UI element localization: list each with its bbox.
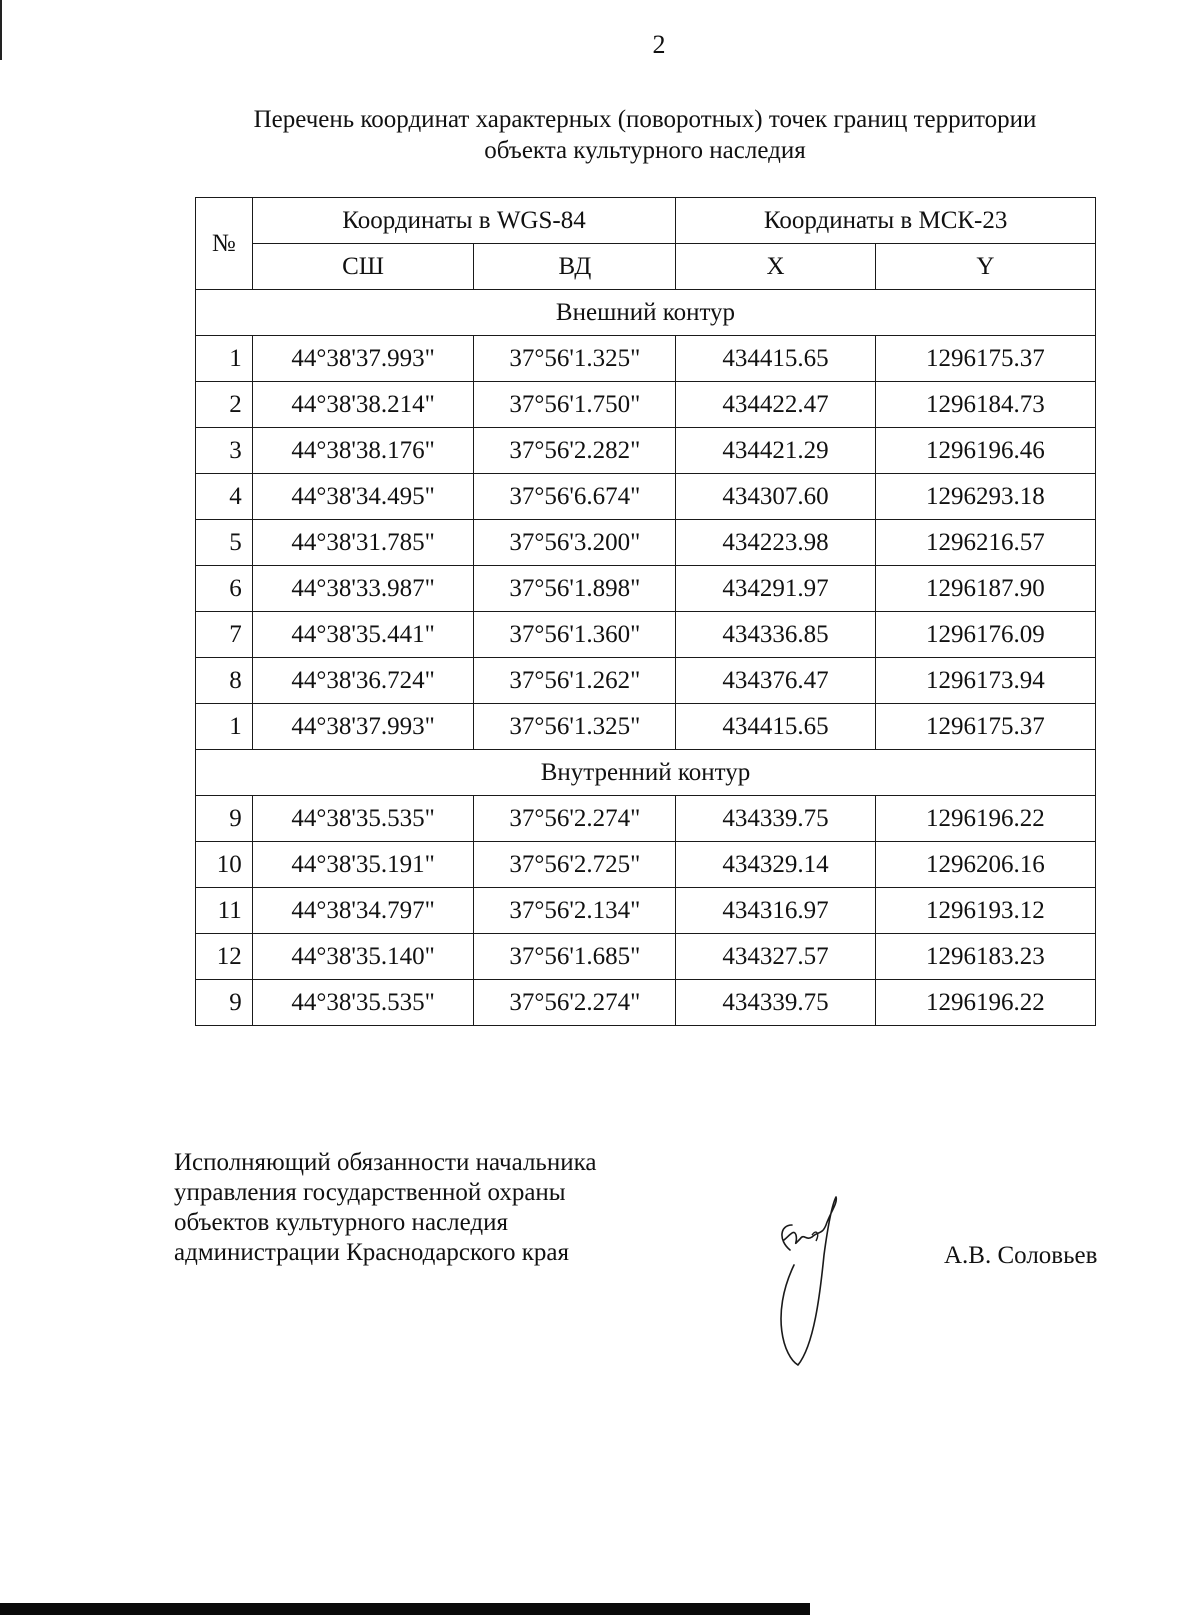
lon-cell: 37°56'3.200" <box>474 520 676 566</box>
page-number: 2 <box>652 30 666 59</box>
table-row <box>196 428 1096 474</box>
section-label: Внутренний контур <box>196 750 1096 796</box>
table-body <box>196 290 1096 1026</box>
x-cell: 434339.75 <box>676 980 875 1026</box>
x-cell: 434223.98 <box>676 520 875 566</box>
x-cell: 434422.47 <box>676 382 875 428</box>
lat-cell: 44°38'34.797" <box>252 888 474 934</box>
x-cell: 434336.85 <box>676 612 875 658</box>
y-cell: 1296187.90 <box>875 566 1095 612</box>
lon-cell: 37°56'2.274" <box>474 796 676 842</box>
y-cell: 1296173.94 <box>875 658 1095 704</box>
header-wgs-group: Координаты в WGS-84 <box>252 198 676 244</box>
x-cell: 434339.75 <box>676 796 875 842</box>
table-header-row-columns <box>196 244 1096 290</box>
x-cell: 434421.29 <box>676 428 875 474</box>
lat-cell: 44°38'33.987" <box>252 566 474 612</box>
header-lat: СШ <box>252 244 474 290</box>
lat-cell: 44°38'35.191" <box>252 842 474 888</box>
table-row <box>196 382 1096 428</box>
x-cell: 434316.97 <box>676 888 875 934</box>
table-row <box>196 796 1096 842</box>
document-title-line-2: объекта культурного наследия <box>484 137 806 164</box>
y-cell: 1296196.46 <box>875 428 1095 474</box>
header-x: X <box>676 244 875 290</box>
signature-position <box>174 1148 596 1268</box>
lon-cell: 37°56'1.360" <box>474 612 676 658</box>
x-cell: 434376.47 <box>676 658 875 704</box>
lat-cell: 44°38'38.214" <box>252 382 474 428</box>
point-number-cell: 6 <box>196 566 253 612</box>
point-number-cell: 2 <box>196 382 253 428</box>
lon-cell: 37°56'1.325" <box>474 336 676 382</box>
signature-position-line-2: управления государственной охраны <box>174 1179 566 1206</box>
header-y: Y <box>875 244 1095 290</box>
x-cell: 434291.97 <box>676 566 875 612</box>
signature-position-line-1: Исполняющий обязанности начальника <box>174 1149 597 1176</box>
y-cell: 1296176.09 <box>875 612 1095 658</box>
y-cell: 1296206.16 <box>875 842 1095 888</box>
y-cell: 1296175.37 <box>875 704 1095 750</box>
lat-cell: 44°38'34.495" <box>252 474 474 520</box>
table-row <box>196 888 1096 934</box>
lon-cell: 37°56'1.898" <box>474 566 676 612</box>
y-cell: 1296196.22 <box>875 796 1095 842</box>
table-row <box>196 658 1096 704</box>
point-number-cell: 10 <box>196 842 253 888</box>
lon-cell: 37°56'1.262" <box>474 658 676 704</box>
lon-cell: 37°56'6.674" <box>474 474 676 520</box>
point-number-cell: 9 <box>196 796 253 842</box>
coordinates-table <box>195 197 1096 1026</box>
y-cell: 1296175.37 <box>875 336 1095 382</box>
point-number-cell: 11 <box>196 888 253 934</box>
lat-cell: 44°38'35.535" <box>252 980 474 1026</box>
lat-cell: 44°38'38.176" <box>252 428 474 474</box>
handwritten-signature <box>770 1195 870 1375</box>
y-cell: 1296184.73 <box>875 382 1095 428</box>
point-number-cell: 1 <box>196 704 253 750</box>
lat-cell: 44°38'35.535" <box>252 796 474 842</box>
table-row <box>196 612 1096 658</box>
y-cell: 1296193.12 <box>875 888 1095 934</box>
point-number-cell: 1 <box>196 336 253 382</box>
lat-cell: 44°38'37.993" <box>252 704 474 750</box>
y-cell: 1296293.18 <box>875 474 1095 520</box>
point-number-cell: 9 <box>196 980 253 1026</box>
y-cell: 1296196.22 <box>875 980 1095 1026</box>
lat-cell: 44°38'35.441" <box>252 612 474 658</box>
table-row <box>196 980 1096 1026</box>
document-title-line-1: Перечень координат характерных (поворотных) точек границ территории <box>253 106 1037 133</box>
lon-cell: 37°56'2.282" <box>474 428 676 474</box>
x-cell: 434307.60 <box>676 474 875 520</box>
lat-cell: 44°38'35.140" <box>252 934 474 980</box>
header-lon: ВД <box>474 244 676 290</box>
table-row <box>196 336 1096 382</box>
table-row <box>196 566 1096 612</box>
point-number-cell: 3 <box>196 428 253 474</box>
point-number-cell: 8 <box>196 658 253 704</box>
lat-cell: 44°38'31.785" <box>252 520 474 566</box>
lon-cell: 37°56'1.325" <box>474 704 676 750</box>
signature-position-line-4: администрации Краснодарского края <box>174 1239 570 1266</box>
header-number: № <box>196 198 253 290</box>
point-number-cell: 4 <box>196 474 253 520</box>
lon-cell: 37°56'2.274" <box>474 980 676 1026</box>
point-number-cell: 5 <box>196 520 253 566</box>
table-row <box>196 842 1096 888</box>
section-row <box>196 290 1096 336</box>
y-cell: 1296183.23 <box>875 934 1095 980</box>
lon-cell: 37°56'1.685" <box>474 934 676 980</box>
lat-cell: 44°38'36.724" <box>252 658 474 704</box>
signature-position-line-3: объектов культурного наследия <box>174 1209 508 1236</box>
header-msk-group: Координаты в МСК-23 <box>676 198 1096 244</box>
table-row <box>196 704 1096 750</box>
section-label: Внешний контур <box>196 290 1096 336</box>
point-number-cell: 7 <box>196 612 253 658</box>
lon-cell: 37°56'1.750" <box>474 382 676 428</box>
x-cell: 434329.14 <box>676 842 875 888</box>
table-header-row-groups <box>196 198 1096 244</box>
signer-name: А.В. Соловьев <box>944 1242 1098 1269</box>
table-row <box>196 934 1096 980</box>
x-cell: 434415.65 <box>676 704 875 750</box>
point-number-cell: 12 <box>196 934 253 980</box>
lon-cell: 37°56'2.725" <box>474 842 676 888</box>
lon-cell: 37°56'2.134" <box>474 888 676 934</box>
lat-cell: 44°38'37.993" <box>252 336 474 382</box>
scan-edge-bottom <box>0 1603 810 1615</box>
x-cell: 434415.65 <box>676 336 875 382</box>
table-row <box>196 520 1096 566</box>
section-row <box>196 750 1096 796</box>
y-cell: 1296216.57 <box>875 520 1095 566</box>
x-cell: 434327.57 <box>676 934 875 980</box>
table-row <box>196 474 1096 520</box>
document-title <box>195 104 1095 166</box>
